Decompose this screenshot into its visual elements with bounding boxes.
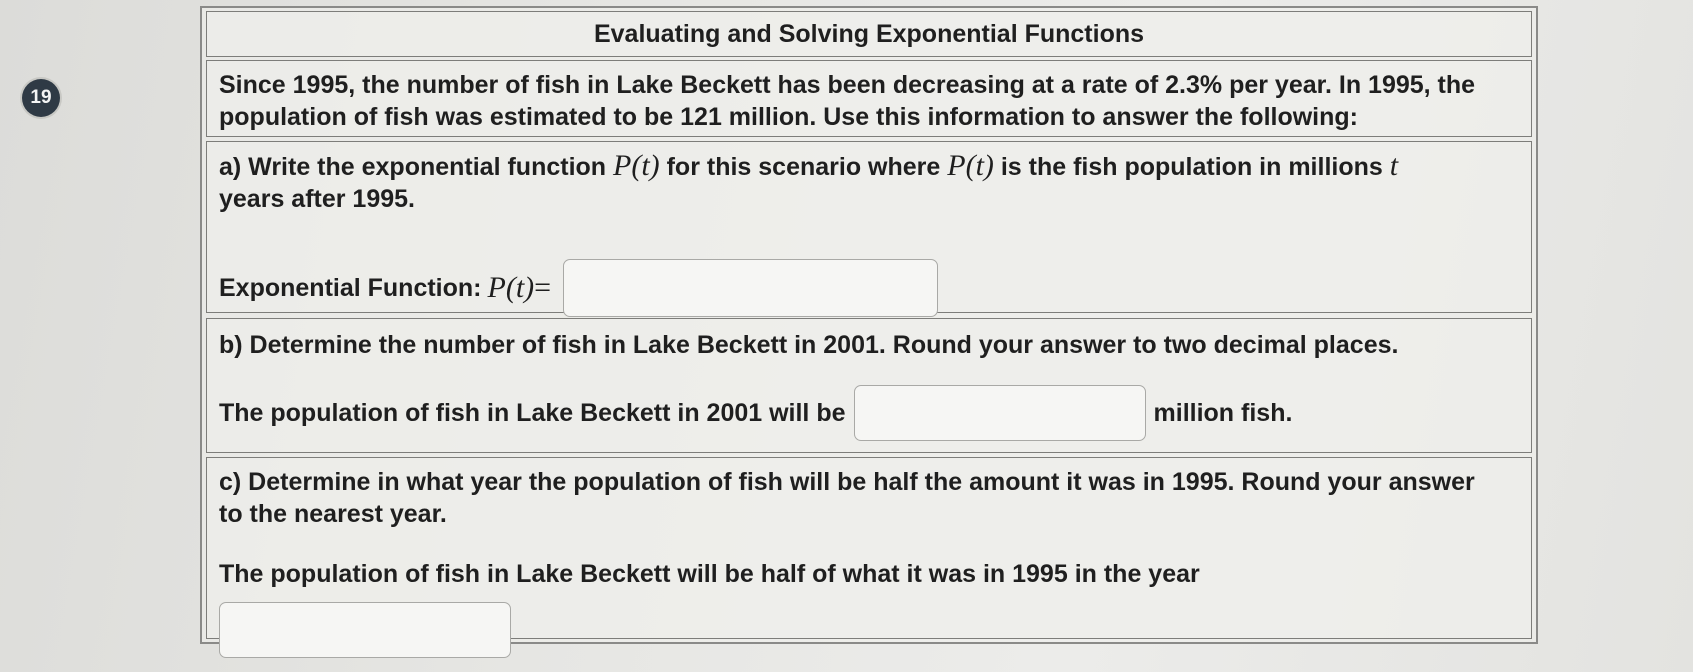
- part-a-prompt: [219, 150, 1519, 183]
- function-notation: P(t): [613, 149, 660, 182]
- part-a-prompt-text-1: a) Write the exponential function: [219, 153, 614, 181]
- part-a-prompt-line-2: years after 1995.: [219, 185, 415, 213]
- part-b-answer-row: [219, 385, 1519, 441]
- part-c-prompt-line-1: c) Determine in what year the population of fish will be half the amount it was in 1995. Round your answer: [219, 468, 1475, 496]
- part-b-prompt: b) Determine the number of fish in Lake Beckett in 2001. Round your answer to two decimal places.: [219, 331, 1399, 359]
- part-a-section: [206, 141, 1532, 313]
- function-notation: P(t): [947, 149, 994, 182]
- half-population-year-input[interactable]: [219, 602, 511, 658]
- fish-population-2001-input[interactable]: [854, 385, 1146, 441]
- intro-line-2: population of fish was estimated to be 121 million. Use this information to answer the following:: [219, 103, 1358, 131]
- equals-sign: =: [534, 271, 552, 304]
- part-c-prompt-line-2: to the nearest year.: [219, 500, 447, 528]
- function-notation: P(t): [487, 271, 535, 304]
- question-title: Evaluating and Solving Exponential Functions: [206, 11, 1532, 57]
- part-a-prompt-text-2: for this scenario where: [659, 153, 948, 181]
- part-c-answer-row: [219, 602, 1519, 666]
- intro-line-1: Since 1995, the number of fish in Lake Beckett has been decreasing at a rate of 2.3% per year. In 1995, the: [219, 71, 1476, 99]
- part-b-answer-suffix: million fish.: [1153, 399, 1293, 427]
- part-b-answer-prefix: The population of fish in Lake Beckett in 2001 will be: [219, 399, 846, 427]
- part-c-section: [206, 457, 1532, 639]
- exponential-function-input[interactable]: [563, 259, 938, 317]
- variable-t: t: [1389, 149, 1399, 182]
- part-b-section: [206, 318, 1532, 453]
- intro-section: [206, 60, 1532, 137]
- part-a-answer-label: Exponential Function:: [219, 274, 482, 302]
- question-card: [200, 6, 1538, 644]
- question-number-badge: 19: [22, 79, 60, 117]
- part-a-prompt-text-3: is the fish population in millions: [993, 153, 1390, 181]
- part-c-answer-prefix: The population of fish in Lake Beckett will be half of what it was in 1995 in the year: [219, 560, 1200, 588]
- part-a-answer-row: [219, 259, 1519, 317]
